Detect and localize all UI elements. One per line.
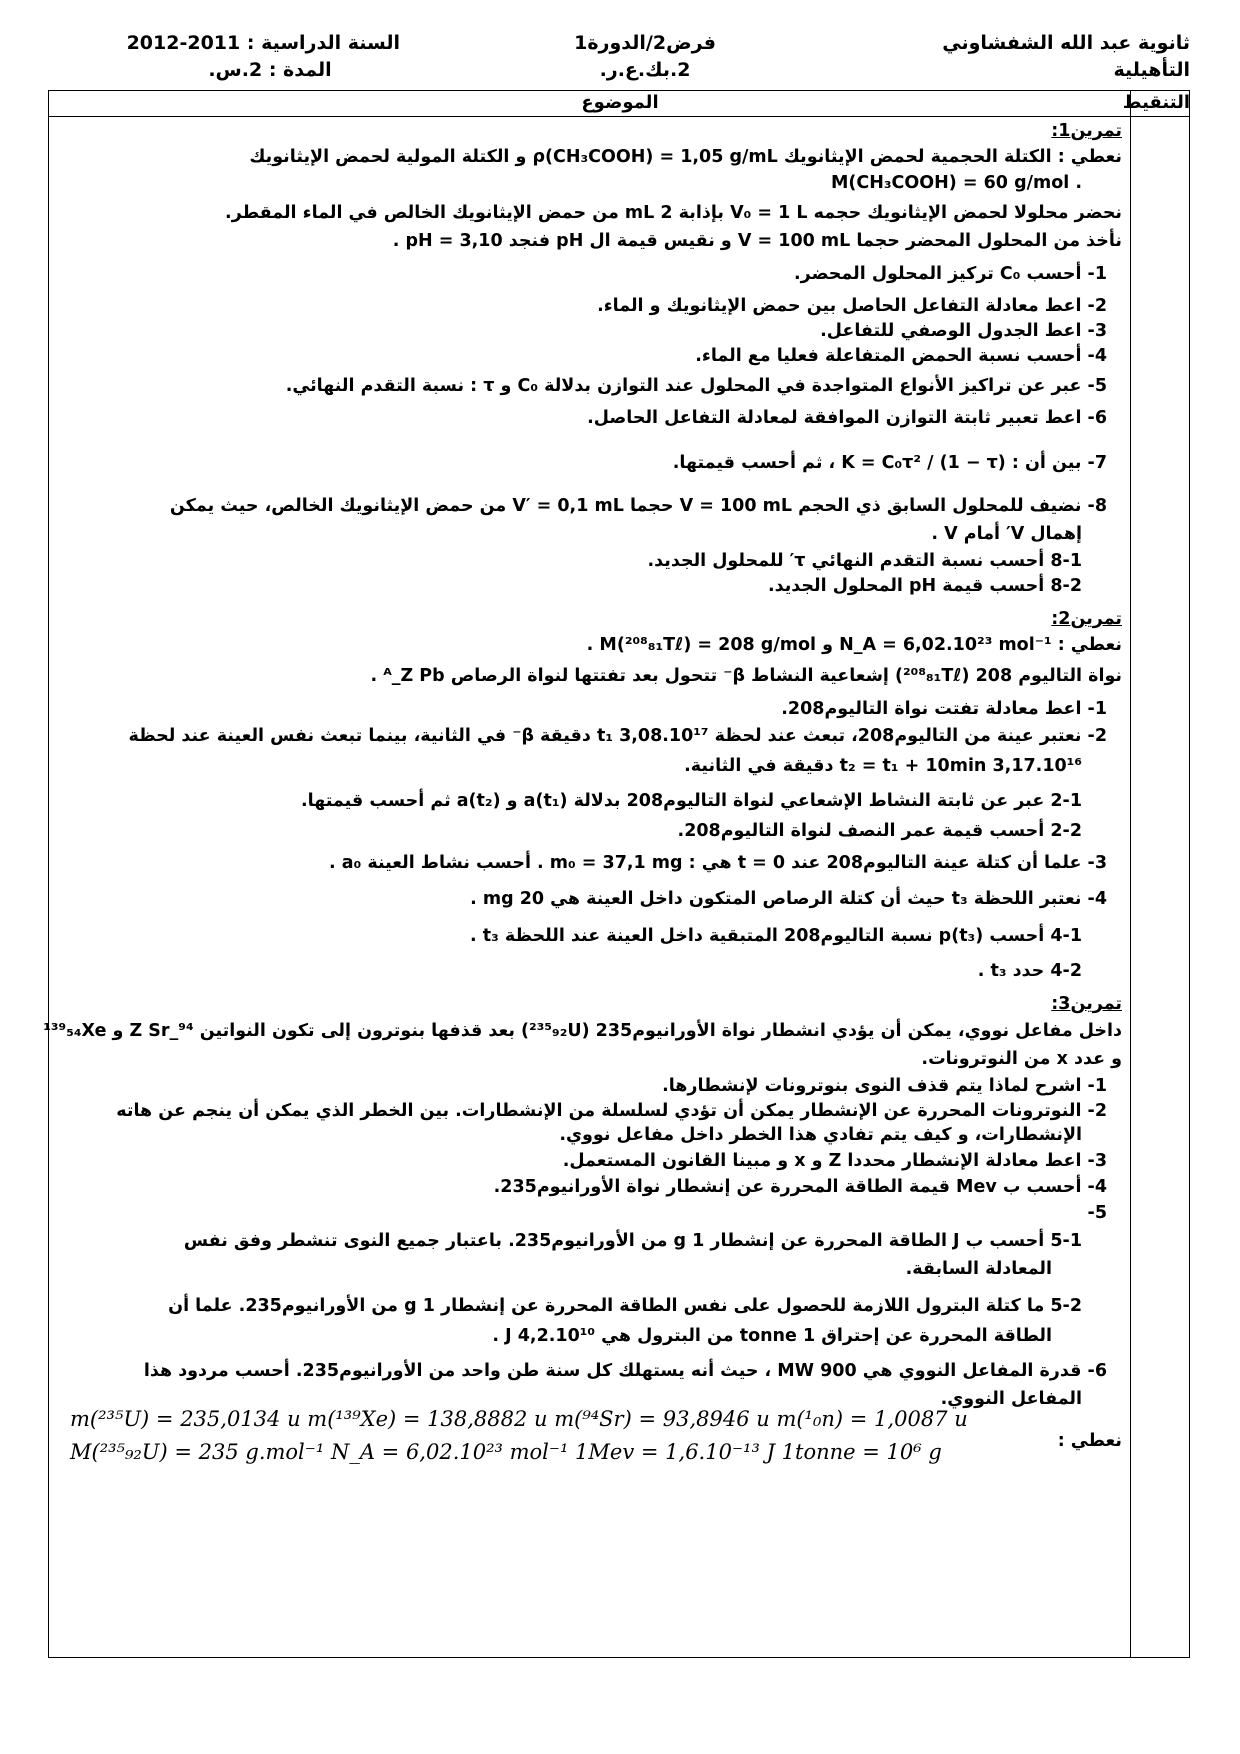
question-item: 2- اعط معادلة التفاعل الحاصل بين حمض الإيثانويك و الماء. [597,296,1107,316]
sub-question-item: 8-1 أحسب نسبة التقدم النهائي τ′ للمحلول الجديد. [647,551,1082,571]
question-item: 4- أحسب نسبة الحمض المتفاعلة فعليا مع الماء. [695,346,1107,366]
subject-column-title: الموضوع [581,92,659,113]
question-item: 2- النوترونات المحررة عن الإنشطار يمكن أن تؤدي لسلسلة من الإنشطارات. بين الخطر الذي يمكن أن ينجم عن هاته [116,1101,1107,1121]
question-item: 1- اعط معادلة تفتت نواة التاليوم208. [781,699,1107,719]
data-row-masses: m(²³⁵U) = 235,0134 u m(¹³⁹Xe) = 138,8882 u m(⁹⁴Sr) = 93,8946 u m(¹₀n) = 1,0087 u [70,1407,968,1431]
text-line: نحضر محلولا لحمض الإيثانويك حجمه V₀ = 1 L بإذابة 2 mL من حمض الإيثانويك الخالص في الماء المقطر. [225,203,1122,223]
question-item: 3- اعط الجدول الوصفي للتفاعل. [820,321,1107,341]
text-line: داخل مفاعل نووي، يمكن أن يؤدي انشطار نواة الأورانيوم235 (²³⁵₉₂U) بعد قذفها بنوترون إلى تكون النواتين ⁹⁴_Z Sr و ¹³⁹₅₄Xe [43,1021,1122,1041]
text-line: و عدد x من النوترونات. [921,1049,1122,1069]
year-header [126,30,400,84]
text-line: الإنشطارات، و كيف يتم تفادي هذا الخطر داخل مفاعل نووي. [559,1125,1082,1145]
text-line: نعطي : الكتلة الحجمية لحمض الإيثانويك ρ(CH₃COOH) = 1,05 g/mL و الكتلة المولية لحمض الإيثانويك [249,147,1122,167]
exam-title: فرض2/الدورة1 [574,32,716,54]
sub-question-item: 2-1 عبر عن ثابتة النشاط الإشعاعي لنواة التاليوم208 بدلالة a(t₁) و a(t₂) ثم أحسب قيمتها. [300,791,1082,811]
sub-question-item: 8-2 أحسب قيمة pH المحلول الجديد. [767,576,1082,596]
exercise-2-title: تمرين2: [1051,609,1122,629]
exercise-1-title: تمرين1: [1051,121,1122,141]
question-item: 4- أحسب ب Mev قيمة الطاقة المحررة عن إنشطار نواة الأورانيوم235. [493,1177,1107,1197]
text-line: نعطي : N_A = 6,02.10²³ mol⁻¹ و M(²⁰⁸₈₁Tℓ) = 208 g/mol . [586,635,1122,655]
question-item: 6- اعط تعبير ثابتة التوازن الموافقة لمعادلة التفاعل الحاصل. [587,408,1107,428]
exam-level: 2.بك.ع.ر. [599,59,691,81]
sub-question-item: 4-2 حدد t₃ . [977,961,1082,981]
exam-header [545,30,745,84]
data-label: نعطي : [1057,1431,1122,1451]
school-year: السنة الدراسية : 2011-2012 [126,32,400,54]
question-item: 3- علما أن كتلة عينة التاليوم208 عند t = 0 هي : m₀ = 37,1 mg . أحسب نشاط العينة a₀ . [329,853,1107,873]
question-item: 7- بين أن : K = C₀τ² / (1 − τ) ، ثم أحسب قيمتها. [672,453,1107,473]
notes-column-title: التنقيط [1122,92,1190,113]
header-row-divider [48,116,1190,117]
question-item: 5- عبر عن تراكيز الأنواع المتواجدة في المحلول عند التوازن بدلالة C₀ و τ : نسبة التقدم النهائي. [285,376,1107,396]
sub-question-item: 5-2 ما كتلة البترول اللازمة للحصول على نفس الطاقة المحررة عن إنشطار 1 g من الأورانيوم235. علما أن [168,1296,1082,1316]
question-item: 2- نعتبر عينة من التاليوم208، تبعث عند لحظة t₁ 3,08.10¹⁷ دقيقة β⁻ في الثانية، بينما تبعث نفس العينة عند لحظة [128,726,1107,746]
text-line: t₂ = t₁ + 10min 3,17.10¹⁶ دقيقة في الثانية. [684,756,1082,776]
data-row-constants: M(²³⁵₉₂U) = 235 g.mol⁻¹ N_A = 6,02.10²³ mol⁻¹ 1Mev = 1,6.10⁻¹³ J 1tonne = 10⁶ g [70,1440,942,1464]
text-line: المعادلة السابقة. [905,1259,1052,1279]
question-item: 5- [1087,1203,1107,1223]
text-line: الطاقة المحررة عن إحتراق 1 tonne من البترول هي 4,2.10¹⁰ J . [492,1326,1052,1346]
question-item: 1- أحسب C₀ تركيز المحلول المحضر. [794,264,1107,284]
question-item: 3- اعط معادلة الإنشطار محددا Z و x و مبينا القانون المستعمل. [562,1151,1107,1171]
question-item: 8- نضيف للمحلول السابق ذي الحجم V = 100 mL حجما V′ = 0,1 mL من حمض الإيثانويك الخالص، حيث يمكن [169,496,1107,516]
notes-column-divider [1130,90,1131,1658]
question-item: 4- نعتبر اللحظة t₃ حيث أن كتلة الرصاص المتكون داخل العينة هي 20 mg . [470,889,1107,909]
sub-question-item: 4-1 أحسب p(t₃) نسبة التاليوم208 المتبقية داخل العينة عند اللحظة t₃ . [469,926,1082,946]
text-line: المفاعل النووي. [940,1389,1082,1409]
sub-question-item: 5-1 أحسب ب J الطاقة المحررة عن إنشطار 1 g من الأورانيوم235. باعتبار جميع النوى تنشطر وفق نفس [183,1231,1082,1251]
exam-duration: المدة : 2.س. [208,59,332,81]
question-item: 1- اشرح لماذا يتم قذف النوى بنوترونات لإنشطارها. [662,1076,1107,1096]
exercise-3-title: تمرين3: [1051,994,1122,1014]
text-line: . M(CH₃COOH) = 60 g/mol [830,173,1082,193]
school-header [942,30,1190,84]
sub-question-item: 2-2 أحسب قيمة عمر النصف لنواة التاليوم208. [677,821,1082,841]
text-line: نأخذ من المحلول المحضر حجما V = 100 mL و نقيس قيمة ال pH فنجد pH = 3,10 . [392,231,1122,251]
text-line: إهمال V′ أمام V . [931,524,1082,544]
text-line: نواة التاليوم 208 (²⁰⁸₈₁Tℓ) إشعاعية النشاط β⁻ تتحول بعد تفتتها لنواة الرصاص ᴬ_Z Pb . [370,666,1122,686]
question-item: 6- قدرة المفاعل النووي هي 900 MW ، حيث أنه يستهلك كل سنة طن واحد من الأورانيوم235. أحسب مردود هذا [143,1361,1107,1381]
school-name: ثانوية عبد الله الشفشاوني [942,32,1190,54]
school-type: التأهيلية [1113,59,1190,81]
